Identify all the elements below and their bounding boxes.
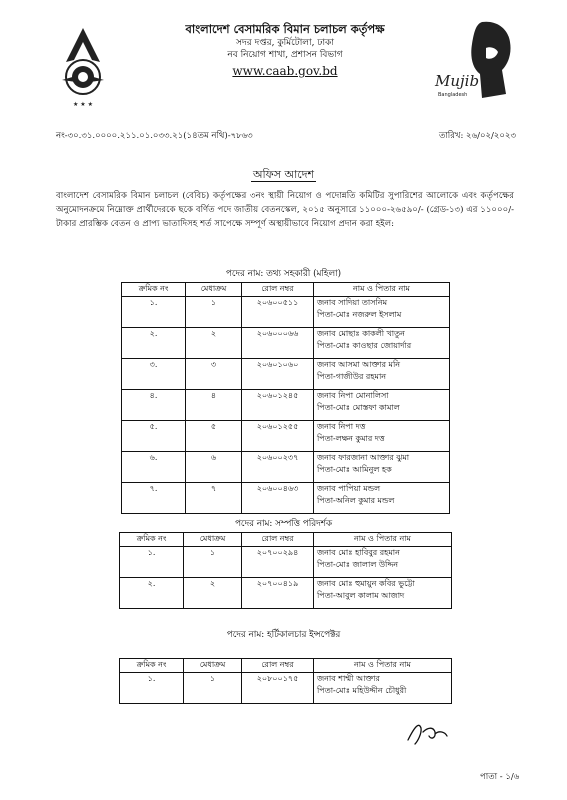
col-serial-header: ক্রমিক নং xyxy=(120,659,184,673)
table-header-row xyxy=(120,533,452,547)
mujib-logo-subtext: Bangladesh xyxy=(438,92,468,98)
merit-cell: ২ xyxy=(186,328,242,359)
merit-cell: ১ xyxy=(184,673,242,704)
father-name: পিতা-লক্ষন কুমার দত্ত xyxy=(317,434,385,443)
appointment-table-2 xyxy=(119,532,452,609)
merit-cell: ১ xyxy=(184,547,242,578)
letterhead xyxy=(140,22,430,79)
memo-number: নং-৩০.৩১.০০০০.২১১.০১.০৩৩.২১(১৪তম নথি)-৭৮৬৩ xyxy=(56,131,253,141)
appointment-table-3 xyxy=(119,658,452,704)
appointment-table-1 xyxy=(121,282,450,514)
merit-cell: ৭ xyxy=(186,483,242,514)
svg-text:★ ★ ★: ★ ★ ★ xyxy=(73,101,93,108)
name-cell xyxy=(314,359,450,390)
col-roll-header: রোল নম্বর xyxy=(242,533,314,547)
candidate-name: জনাব পাপিয়া মন্ডল xyxy=(317,484,381,493)
roll-cell: ২০৬০০৫১১ xyxy=(242,297,314,328)
col-name-header: নাম ও পিতার নাম xyxy=(314,533,452,547)
roll-cell: ২০৬০০০৬৬ xyxy=(242,328,314,359)
mujib-logo-text: Mujib's xyxy=(435,72,491,90)
roll-cell: ২০৬০১০৬০ xyxy=(242,359,314,390)
name-cell xyxy=(314,390,450,421)
mujib-portrait-logo xyxy=(432,18,527,108)
roll-cell: ২০৬০১২৫৫ xyxy=(242,421,314,452)
serial-cell: ১. xyxy=(120,547,184,578)
roll-cell: ২০৭০০৪১৯ xyxy=(242,578,314,609)
serial-cell: ১. xyxy=(122,297,186,328)
serial-cell: ৫. xyxy=(122,421,186,452)
name-cell xyxy=(314,547,452,578)
merit-cell: ৫ xyxy=(186,421,242,452)
father-name: পিতা-অনিল কুমার মন্ডল xyxy=(317,496,395,505)
website-link[interactable]: www.caab.gov.bd xyxy=(232,64,338,78)
col-roll-header: রোল নম্বর xyxy=(242,283,314,297)
table-row xyxy=(122,452,450,483)
roll-cell: ২০৬০০৪৬৩ xyxy=(242,483,314,514)
father-name: পিতা-আবুল কালাম আজাদ xyxy=(317,591,405,600)
merit-cell: ৩ xyxy=(186,359,242,390)
table-row xyxy=(122,483,450,514)
merit-cell: ১ xyxy=(186,297,242,328)
table-row xyxy=(122,328,450,359)
col-merit-header: মেধাক্রম xyxy=(184,533,242,547)
name-cell xyxy=(314,483,450,514)
col-serial-header: ক্রমিক নং xyxy=(120,533,184,547)
serial-cell: ২. xyxy=(122,328,186,359)
father-name: পিতা-মোঃ মহিউদ্দীন চৌধুরী xyxy=(317,686,407,695)
roll-cell: ২০৬০১২৪৫ xyxy=(242,390,314,421)
serial-cell: ৪. xyxy=(122,390,186,421)
caab-emblem-logo xyxy=(58,22,108,112)
page-number: পাতা - ১/৬ xyxy=(480,772,520,782)
candidate-name: জনাব সাদিয়া তাসনিম xyxy=(317,298,388,307)
table-row xyxy=(120,673,452,704)
post-title-2: পদের নাম: সম্পত্তি পরিদর্শক xyxy=(234,519,333,529)
father-name: পিতা-মোঃ মোস্তফা কামাল xyxy=(317,403,400,412)
office-order-title: অফিস আদেশ xyxy=(252,168,314,181)
organization-name: বাংলাদেশ বেসামরিক বিমান চলাচল কর্তৃপক্ষ xyxy=(185,22,385,36)
name-cell xyxy=(314,673,452,704)
serial-cell: ৩. xyxy=(122,359,186,390)
candidate-name: জনাব মোঃ হাবিবুর রহমান xyxy=(317,548,400,557)
serial-cell: ১. xyxy=(120,673,184,704)
candidate-name: জনাব আসমা আক্তার মনি xyxy=(317,360,401,369)
col-merit-header: মেধাক্রম xyxy=(186,283,242,297)
name-cell xyxy=(314,297,450,328)
post-title-3: পদের নাম: হর্টিকালচার ইন্সপেক্টর xyxy=(226,630,341,640)
merit-cell: ৬ xyxy=(186,452,242,483)
col-merit-header: মেধাক্রম xyxy=(184,659,242,673)
father-name: পিতা-মোঃ আমিনুল হক xyxy=(317,465,392,474)
address-line: সদর দপ্তর, কুর্মিটোলা, ঢাকা xyxy=(236,38,334,48)
memo-date: তারিখ: ২৬/০২/২০২৩ xyxy=(438,131,516,141)
col-roll-header: রোল নম্বর xyxy=(242,659,314,673)
name-cell xyxy=(314,328,450,359)
post-title-1: পদের নাম: তথ্য সহকারী (মহিলা) xyxy=(225,269,342,279)
serial-cell: ৬. xyxy=(122,452,186,483)
roll-cell: ২০৬০০২৩৭ xyxy=(242,452,314,483)
serial-cell: ২. xyxy=(120,578,184,609)
table-row xyxy=(122,390,450,421)
table-header-row xyxy=(122,283,450,297)
name-cell xyxy=(314,452,450,483)
col-serial-header: ক্রমিক নং xyxy=(122,283,186,297)
table-row xyxy=(122,421,450,452)
table-header-row xyxy=(120,659,452,673)
table-row xyxy=(120,578,452,609)
candidate-name: জনাব নিপা দত্ত xyxy=(317,422,366,431)
merit-cell: ৪ xyxy=(186,390,242,421)
candidate-name: জনাব ফারজানা আক্তার ঝুমা xyxy=(317,453,410,462)
candidate-name: জনাব শাম্মী আক্তার xyxy=(317,674,380,683)
col-name-header: নাম ও পিতার নাম xyxy=(314,283,450,297)
memo-reference-line xyxy=(56,129,516,143)
signature-mark xyxy=(405,718,450,748)
table-row xyxy=(122,359,450,390)
department-line: নব নিয়োগ শাখা, প্রশাসন বিভাগ xyxy=(227,50,343,60)
name-cell xyxy=(314,578,452,609)
table-row xyxy=(120,547,452,578)
merit-cell: ২ xyxy=(184,578,242,609)
candidate-name: জনাব মোঃ হুমায়ুন কবির ভুট্টো xyxy=(317,579,415,588)
serial-cell: ৭. xyxy=(122,483,186,514)
father-name: পিতা-মোঃ জালাল উদ্দিন xyxy=(317,560,399,569)
roll-cell: ২০৭০০২৯৪ xyxy=(242,547,314,578)
candidate-name: জনাব নিপা মোনালিসা xyxy=(317,391,389,400)
col-name-header: নাম ও পিতার নাম xyxy=(314,659,452,673)
father-name: পিতা-গাজীউর রহমান xyxy=(317,372,387,381)
name-cell xyxy=(314,421,450,452)
order-body-paragraph: বাংলাদেশ বেসামরিক বিমান চলাচল (বেবিচ) কর্তৃপক্ষের ৩নং স্থায়ী নিয়োগ ও পদোন্নতি কমিটির সুপারিশের আলোকে এবং কর্তৃপক্ষের অনুমোদনক্রমে নিম্নোক্ত প্রার্থীদেরকে ছকে বর্ণিত পদে জাতীয় বেতনস্কেল, ২০১৫ অনুসারে ১১০০০-২৬৫৯০/- (গ্রেড-১৩) এর ১১০০০/- টাকার প্রারম্ভিক বেতন ও প্রাপ্য ভাতাদিসহ শর্ত সাপেক্ষে সম্পূর্ণ অস্থায়ীভাবে নিয়োগ প্রদান করা হইল: xyxy=(56,191,514,229)
candidate-name: জনাব মোছাঃ কাকলী খাতুন xyxy=(317,329,405,338)
table-row xyxy=(122,297,450,328)
father-name: পিতা-মোঃ কাওছার জোয়ার্দার xyxy=(317,341,412,350)
roll-cell: ২০৮০০১৭৫ xyxy=(242,673,314,704)
father-name: পিতা-মোঃ নজরুল ইসলাম xyxy=(317,310,402,319)
